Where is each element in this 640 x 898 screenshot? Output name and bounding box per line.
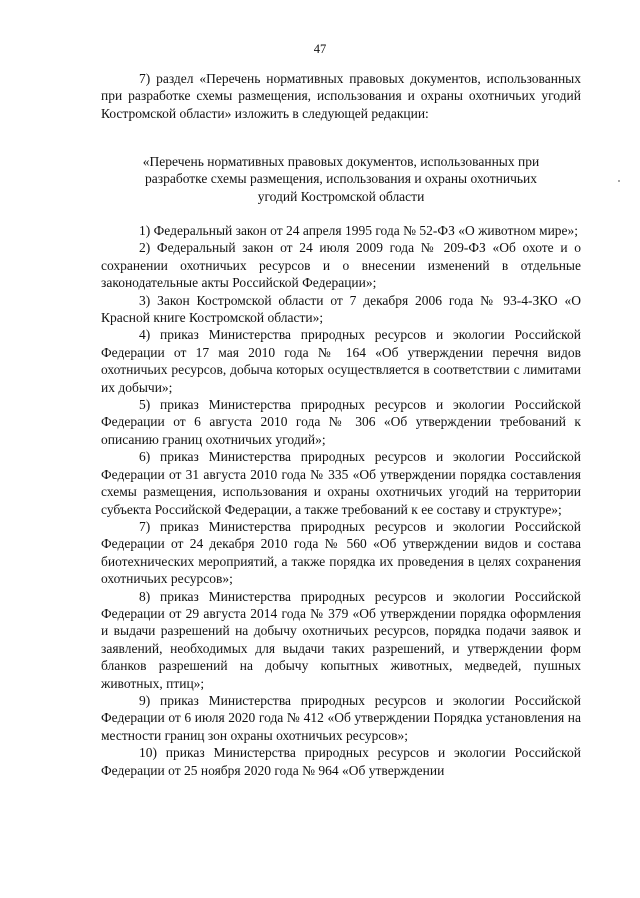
list-item: 1) Федеральный закон от 24 апреля 1995 года № 52-ФЗ «О животном мире»; [139,223,579,238]
intro-paragraph: 7) раздел «Перечень нормативных правовых документов, использованных при разработке схемы размещения, использования и охраны охотничьих угодий Костромской области» изложить в следующей редакции: [101,71,581,121]
list-item: 9) приказ Министерства природных ресурсов и экологии Российской Федерации от 6 июля 2020 года № 412 «Об утверждении Порядка установления на местности границ зон охраны охотничьих ресурсов»; [101,692,581,743]
list-item: 5) приказ Министерства природных ресурсов и экологии Российской Федерации от 6 августа 2010 года № 306 «Об утверждении требований к описанию границ охотничьих угодий»; [101,397,581,447]
list-item: 2) Федеральный закон от 24 июля 2009 года № 209-ФЗ «Об охоте и о сохранении охотничьих ресурсов и о внесении изменений в отдельные законодательные акты Российской Федерации»; [101,240,581,291]
scan-speck [618,180,620,182]
list-item: 3) Закон Костромской области от 7 декабря 2006 года № 93-4-ЗКО «О Красной книге Костромской области»; [101,292,581,326]
regulation-list [101,222,581,779]
list-item: 4) приказ Министерства природных ресурсов и экологии Российской Федерации от 17 мая 2010 года № 164 «Об утверждении перечня видов охотничьих ресурсов, добыча которых осуществляется в соответствии с лимитами их добычи»; [101,327,581,395]
intro-section [101,70,581,122]
heading-line: угодий Костромской области [257,188,425,204]
list-item: 8) приказ Министерства природных ресурсов и экологии Российской Федерации от 29 августа 2014 года № 379 «Об утверждении порядка оформления и выдачи разрешений на добычу охотничьих ресурсов, порядка подачи заявок и заявлений, необходимых для выдачи таких разрешений, и утверждении форм бланков разрешений на добычу копытных животных, медведей, пушных животных, птиц»; [101,588,581,691]
page-number: 47 [313,42,327,56]
heading-line: «Перечень нормативных правовых документов, использованных при [142,154,540,169]
list-item: 10) приказ Министерства природных ресурсов и экологии Российской Федерации от 25 ноября 2020 года № 964 «Об утверждении [101,745,581,778]
list-heading [101,153,581,205]
list-item: 6) приказ Министерства природных ресурсов и экологии Российской Федерации от 31 августа 2010 года № 335 «Об утверждении порядка составления схемы размещения, использования и охраны охотничьих угодий на территории субъекта Российской Федерации, а также требований к ее составу и структуре»; [101,449,581,517]
heading-line: разработке схемы размещения, использования и охраны охотничьих [145,171,537,187]
list-item: 7) приказ Министерства природных ресурсов и экологии Российской Федерации от 24 декабря 2010 года № 560 «Об утверждении видов и состава биотехнических мероприятий, а также порядка их проведения в целях сохранения охотничьих ресурсов»; [101,518,581,587]
